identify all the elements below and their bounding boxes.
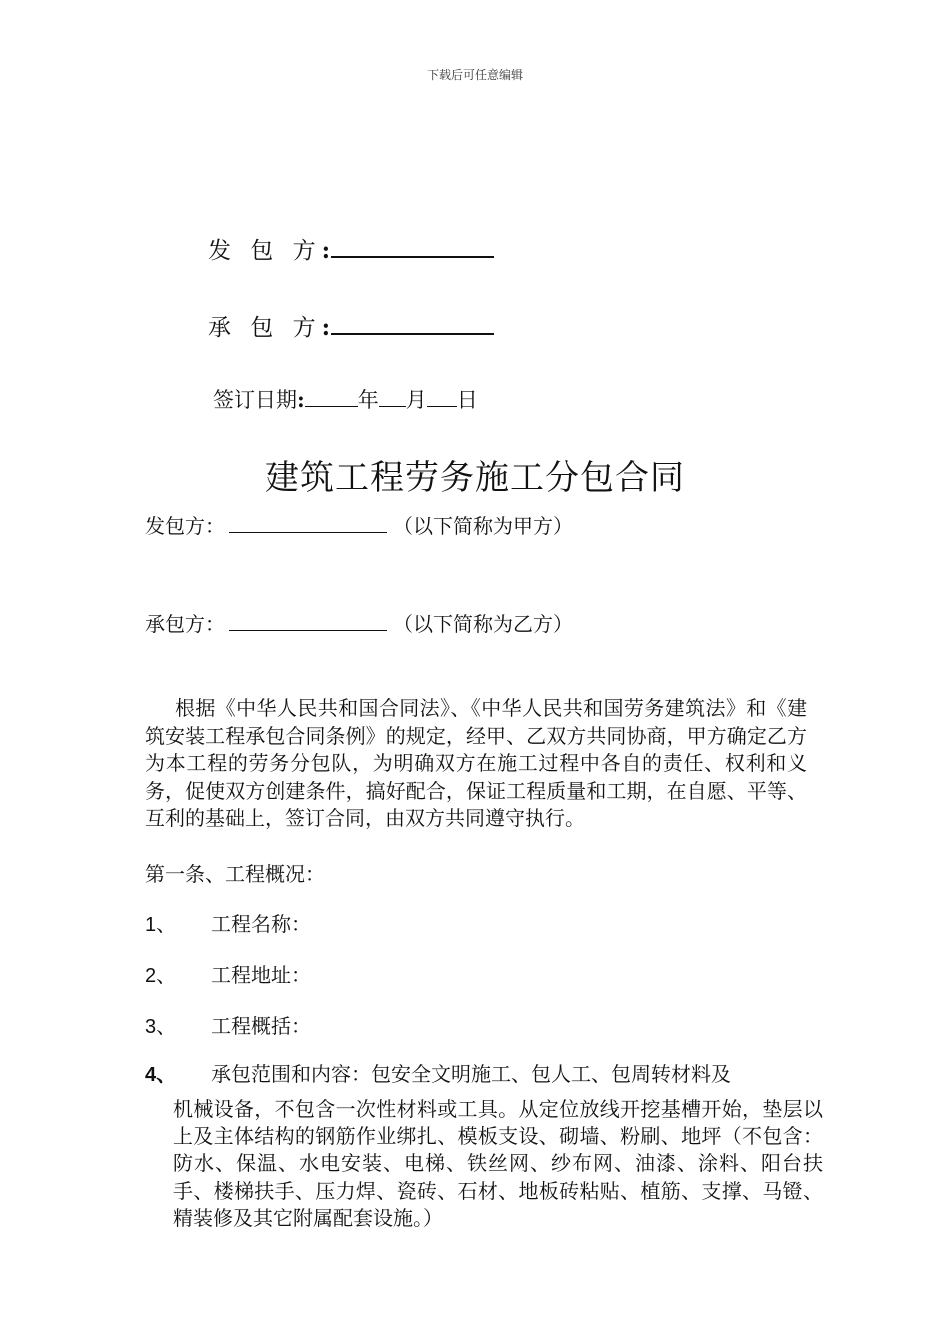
party-employer-note: （以下简称为甲方） xyxy=(393,514,573,538)
item-text: 工程概括： xyxy=(211,1014,311,1038)
party-employer-blank[interactable] xyxy=(229,514,387,533)
party-contractor-note: （以下简称为乙方） xyxy=(393,612,573,636)
day-label: 日 xyxy=(456,388,478,412)
cover-employer-colon: : xyxy=(321,237,332,264)
article-1-item xyxy=(145,1058,731,1087)
signing-date-colon: : xyxy=(297,387,305,412)
preamble-paragraph: 根据《中华人民共和国合同法》、《中华人民共和国劳务建筑法》和《建筑安装工程承包合同条例》的规定，经甲、乙双方共同协商，甲方确定乙方为本工程的劳务分包队，为明确双方在施工过程中各自的责任、权利和义务，促使双方创建条件，搞好配合，保证工程质量和工期，在自愿、平等、互利的基础上，签订合同，由双方共同遵守执行。 xyxy=(145,696,807,830)
item-number: 4、 xyxy=(145,1064,177,1086)
signing-date-label: 签订日期 xyxy=(213,388,297,412)
header-note: 下载后可任意编辑 xyxy=(426,68,523,82)
item-text: 工程地址： xyxy=(211,963,311,987)
item-number: 2、 xyxy=(145,965,177,987)
item-text: 工程名称： xyxy=(211,912,311,936)
party-employer-line xyxy=(145,510,573,539)
article-1-item xyxy=(145,908,311,937)
party-contractor-line xyxy=(145,608,573,637)
item-number: 3、 xyxy=(145,1016,177,1038)
year-blank[interactable] xyxy=(305,387,358,407)
cover-contractor-line xyxy=(208,309,494,342)
cover-contractor-label: 承 包 方 xyxy=(208,315,322,341)
party-contractor-blank[interactable] xyxy=(229,612,387,631)
month-blank[interactable] xyxy=(379,387,406,407)
cover-employer-label: 发 包 方 xyxy=(208,238,322,264)
article-1-heading: 第一条、工程概况： xyxy=(145,862,325,886)
cover-contractor-colon: : xyxy=(321,314,332,341)
party-employer-label: 发包方： xyxy=(145,514,225,538)
day-blank[interactable] xyxy=(427,387,457,407)
signing-date-line xyxy=(213,384,478,414)
month-label: 月 xyxy=(405,388,427,412)
article-1-item xyxy=(145,959,311,988)
year-label: 年 xyxy=(357,388,379,412)
cover-employer-blank[interactable] xyxy=(331,234,494,258)
item-4-continued-paragraph: 机械设备，不包含一次性材料或工具。从定位放线开挖基槽开始，垫层以上及主体结构的钢筋作业绑扎、模板支设、砌墙、粉刷、地坪（不包含：防水、保温、水电安装、电梯、铁丝网、纱布网、油漆、涂料、阳台扶手、楼梯扶手、压力焊、瓷砖、石材、地板砖粘贴、植筋、支撑、马镫、精装修及其它附属配套设施。） xyxy=(173,1097,823,1230)
document-title: 建筑工程劳务施工分包合同 xyxy=(265,458,685,498)
cover-contractor-blank[interactable] xyxy=(331,311,494,335)
item-text: 承包范围和内容：包安全文明施工、包人工、包周转材料及 xyxy=(211,1062,731,1086)
party-contractor-label: 承包方： xyxy=(145,612,225,636)
item-number: 1、 xyxy=(145,914,177,936)
cover-employer-line xyxy=(208,232,494,265)
article-1-item xyxy=(145,1010,311,1039)
